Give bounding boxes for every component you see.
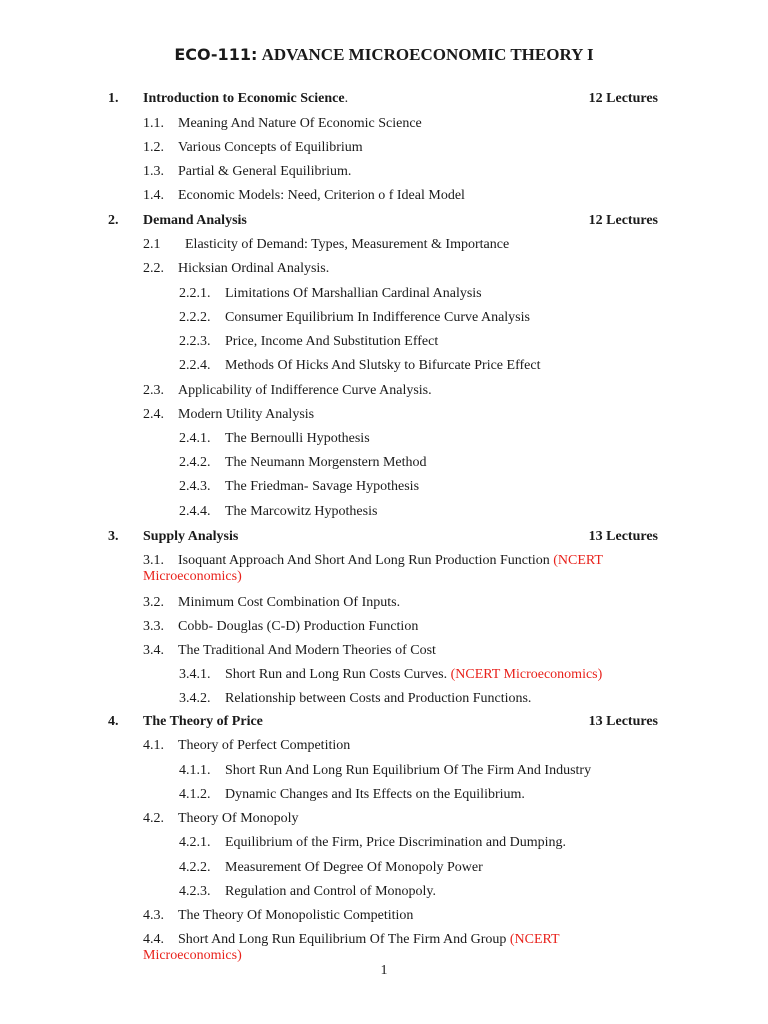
document-title: [0, 45, 768, 65]
lecture-count: 13 Lectures: [588, 714, 658, 729]
ncert-note: (NCERT: [553, 553, 603, 568]
lecture-count: 13 Lectures: [588, 529, 658, 544]
course-name: ADVANCE MICROECONOMIC THEORY I: [261, 45, 594, 64]
ncert-note-continuation: Microeconomics): [143, 948, 242, 963]
course-code: ECO-111:: [174, 45, 258, 64]
ncert-note: (NCERT: [509, 932, 560, 947]
page-number: 1: [380, 963, 388, 978]
ncert-note: (NCERT Microeconomics): [450, 667, 603, 682]
ncert-note-continuation: Microeconomics): [143, 569, 242, 584]
lecture-count: 12 Lectures: [588, 213, 658, 228]
lecture-count: 12 Lectures: [588, 91, 658, 106]
